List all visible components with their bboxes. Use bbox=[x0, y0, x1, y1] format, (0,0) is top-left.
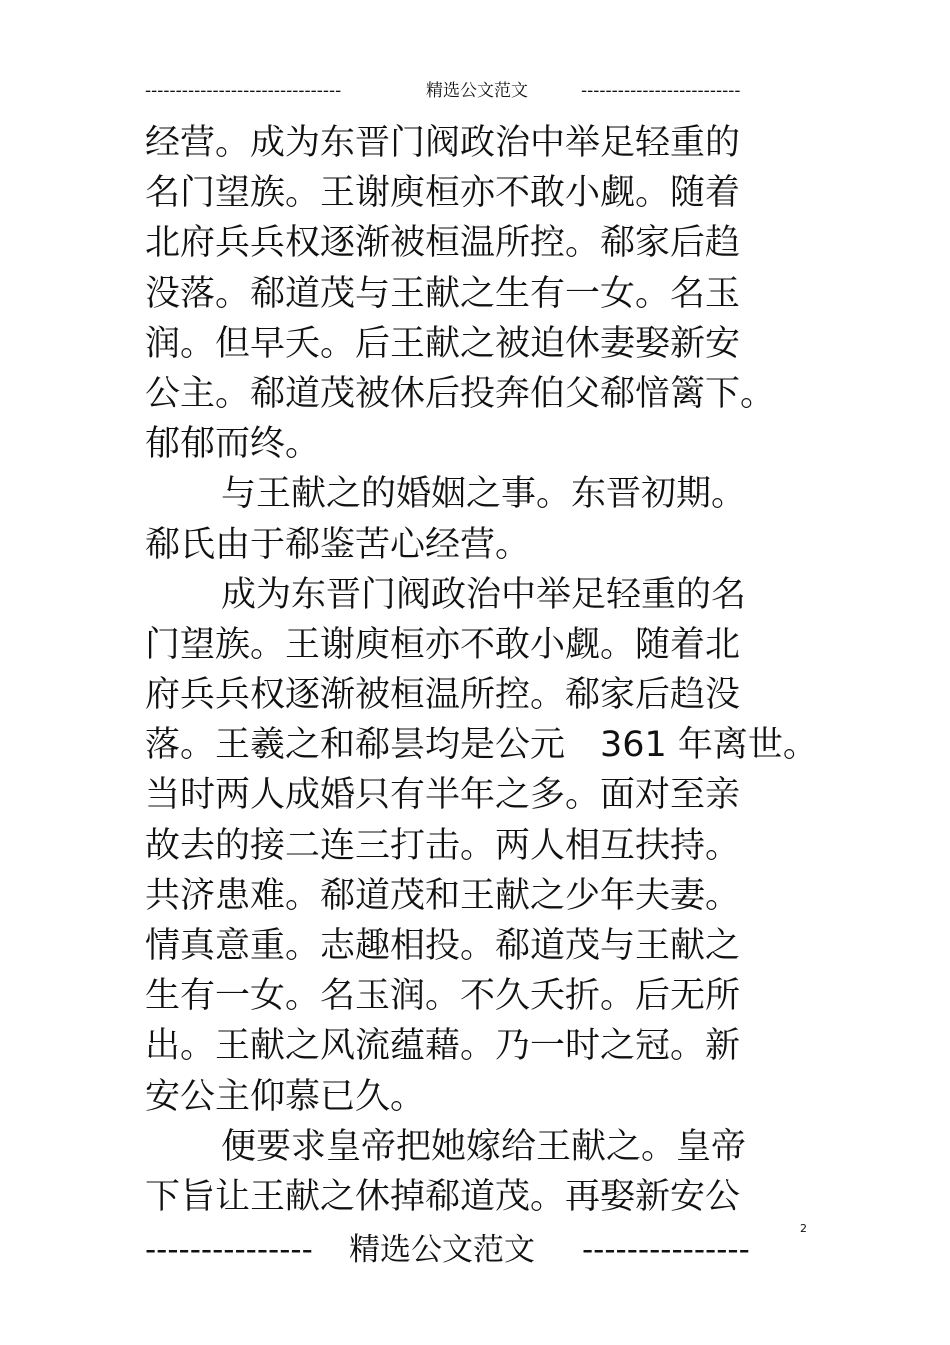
page-footer bbox=[145, 1228, 775, 1272]
footer-dash-rule-right: --------------- bbox=[582, 1232, 750, 1268]
body-line: 落。王羲之和郗昙均是公元 361 年离世。 bbox=[145, 725, 818, 766]
body-line: 共济患难。郗道茂和王献之少年夫妻。 bbox=[145, 875, 741, 916]
body-line: 郗氏由于郗鉴苦心经营。 bbox=[145, 524, 531, 565]
body-line: 北府兵兵权逐渐被桓温所控。郗家后趋 bbox=[145, 223, 741, 264]
body-line: 府兵兵权逐渐被桓温所控。郗家后趋没 bbox=[145, 675, 741, 716]
page-header bbox=[145, 78, 775, 104]
body-line: 安公主仰慕已久。 bbox=[145, 1076, 426, 1117]
paragraph-start-line: 与王献之的婚姻之事。东晋初期。 bbox=[221, 474, 747, 515]
body-line: 出。王献之风流蕴藉。乃一时之冠。新 bbox=[145, 1026, 741, 1067]
header-dash-rule-right: -------------------------- bbox=[581, 81, 741, 101]
page-number: 2 bbox=[800, 1222, 807, 1235]
body-line: 经营。成为东晋门阀政治中举足轻重的 bbox=[145, 123, 741, 163]
header-dash-rule-left: -------------------------------- bbox=[145, 81, 342, 101]
header-title: 精选公文范文 bbox=[426, 81, 528, 101]
body-line: 名门望族。王谢庾桓亦不敢小觑。随着 bbox=[145, 173, 741, 214]
body-line: 没落。郗道茂与王献之生有一女。名玉 bbox=[145, 273, 741, 314]
paragraph-start-line: 成为东晋门阀政治中举足轻重的名 bbox=[221, 574, 747, 615]
body-line: 郁郁而终。 bbox=[145, 424, 321, 465]
body-line: 生有一女。名玉润。不久夭折。后无所 bbox=[145, 976, 741, 1017]
body-line: 故去的接二连三打击。两人相互扶持。 bbox=[145, 825, 741, 866]
footer-title: 精选公文范文 bbox=[349, 1232, 535, 1268]
paragraph-start-line: 便要求皇帝把她嫁给王献之。皇帝 bbox=[221, 1126, 747, 1167]
body-line: 门望族。王谢庾桓亦不敢小觑。随着北 bbox=[145, 624, 741, 665]
body-line: 当时两人成婚只有半年之多。面对至亲 bbox=[145, 775, 741, 816]
body-line: 公主。郗道茂被休后投奔伯父郗愔篱下。 bbox=[145, 373, 776, 414]
footer-dash-rule-left: --------------- bbox=[145, 1232, 313, 1268]
body-line: 润。但早夭。后王献之被迫休妻娶新安 bbox=[145, 323, 741, 364]
body-line: 下旨让王献之休掉郗道茂。再娶新安公 bbox=[145, 1176, 741, 1217]
body-line: 情真意重。志趣相投。郗道茂与王献之 bbox=[145, 926, 741, 966]
document-body bbox=[145, 118, 825, 1222]
